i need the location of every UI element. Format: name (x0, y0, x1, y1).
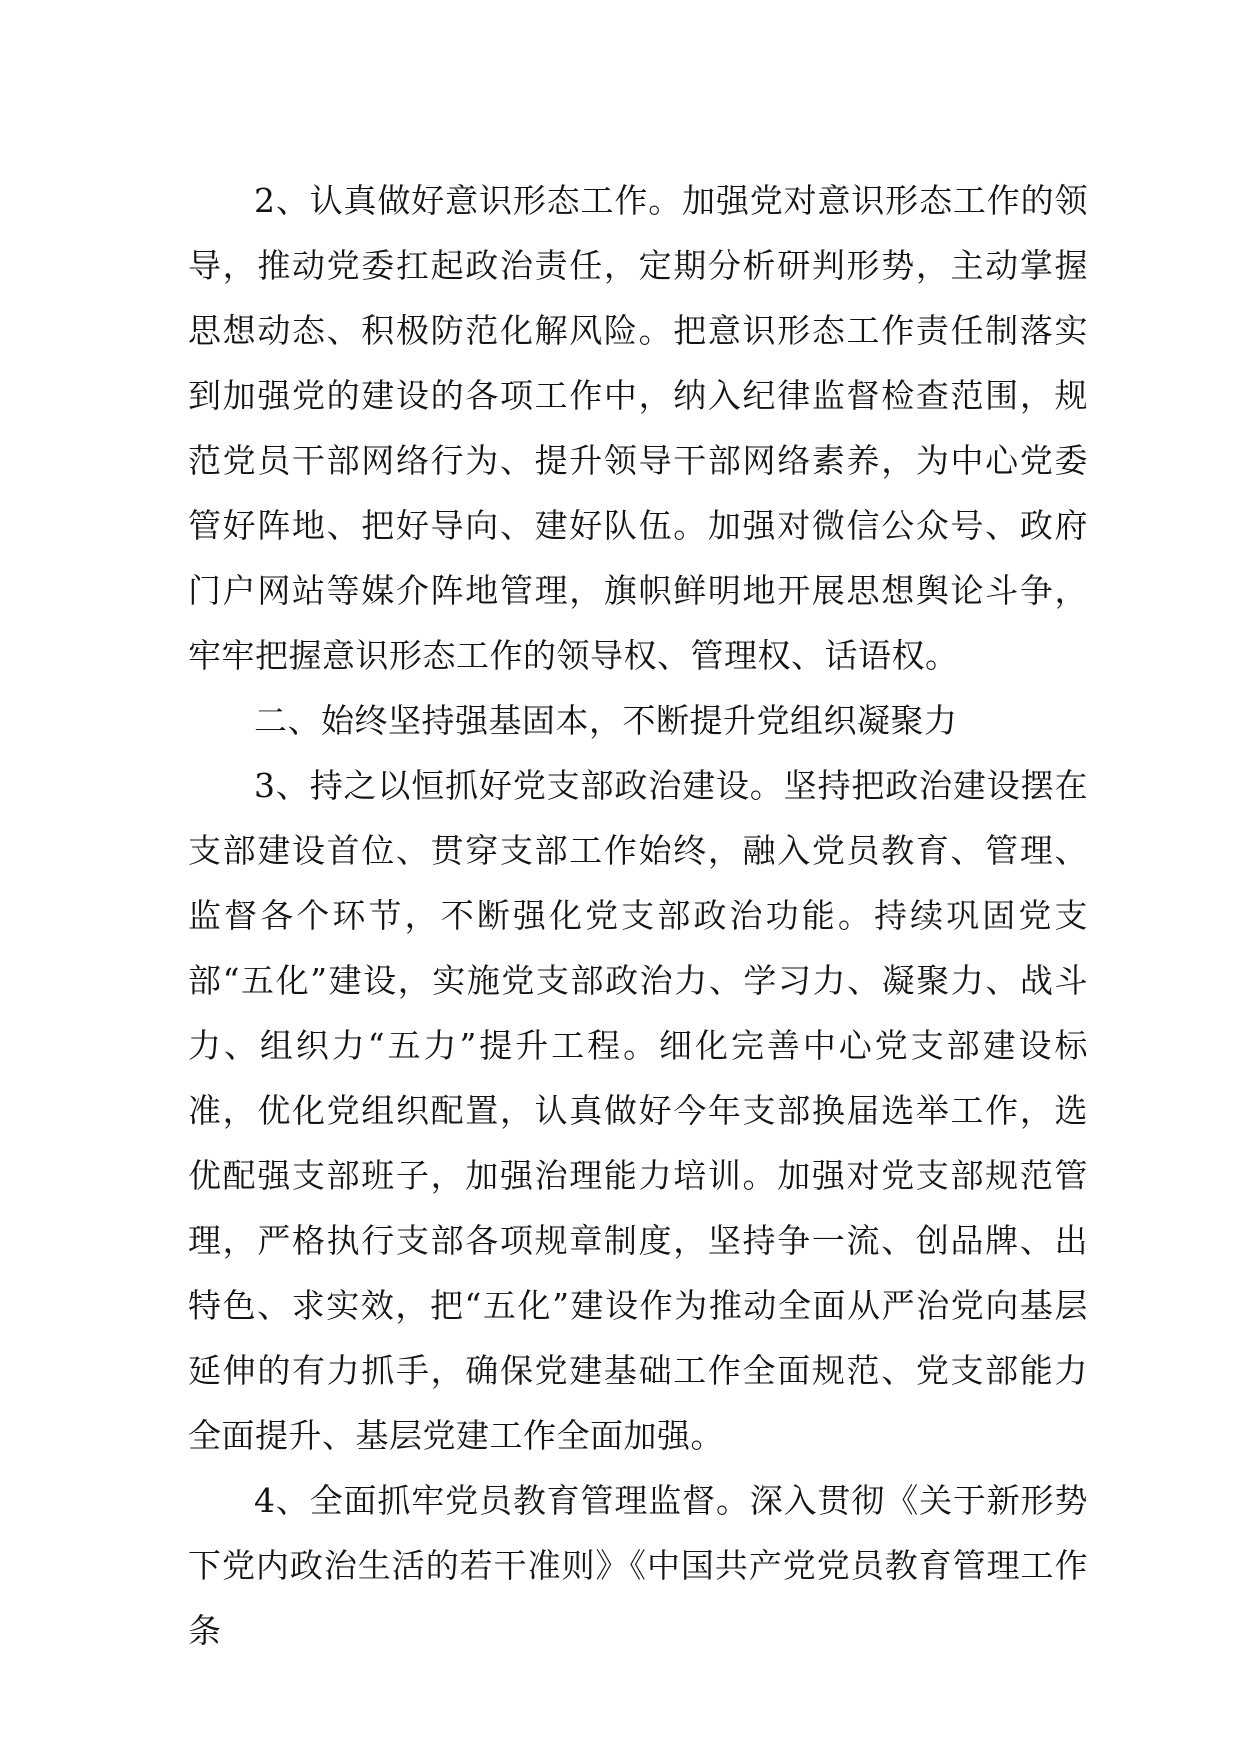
section-heading-strengthen-foundation: 二、始终坚持强基固本，不断提升党组织凝聚力 (254, 701, 958, 740)
paragraph-branch-political-building: 3、持之以恒抓好党支部政治建设。坚持把政治建设摆在支部建设首位、贯穿支部工作始终，融入党员教育、管理、监督各个环节，不断强化党支部政治功能。持续巩固党支部“五化”建设，实施党支部政治力、学习力、凝聚力、战斗力、组织力“五力”提升工程。细化完善中心党支部建设标准，优化党组织配置，认真做好今年支部换届选举工作，选优配强支部班子，加强治理能力培训。加强对党支部规范管理，严格执行支部各项规章制度，坚持争一流、创品牌、出特色、求实效，把“五化”建设作为推动全面从严治党向基层延伸的有力抓手，确保党建基础工作全面规范、党支部能力全面提升、基层党建工作全面加强。 (188, 766, 1088, 1455)
paragraph-ideology-work: 2、认真做好意识形态工作。加强党对意识形态工作的领导，推动党委扛起政治责任，定期分析研判形势，主动掌握思想动态、积极防范化解风险。把意识形态工作责任制落实到加强党的建设的各项工作中，纳入纪律监督检查范围，规范党员干部网络行为、提升领导干部网络素养，为中心党委管好阵地、把好导向、建好队伍。加强对微信公众号、政府门户网站等媒介阵地管理，旗帜鲜明地开展思想舆论斗争，牢牢把握意识形态工作的领导权、管理权、话语权。 (188, 181, 1088, 675)
paragraph-member-education: 4、全面抓牢党员教育管理监督。深入贯彻《关于新形势下党内政治生活的若干准则》《中国共产党党员教育管理工作条 (188, 1481, 1088, 1650)
document-body (188, 168, 1088, 1663)
